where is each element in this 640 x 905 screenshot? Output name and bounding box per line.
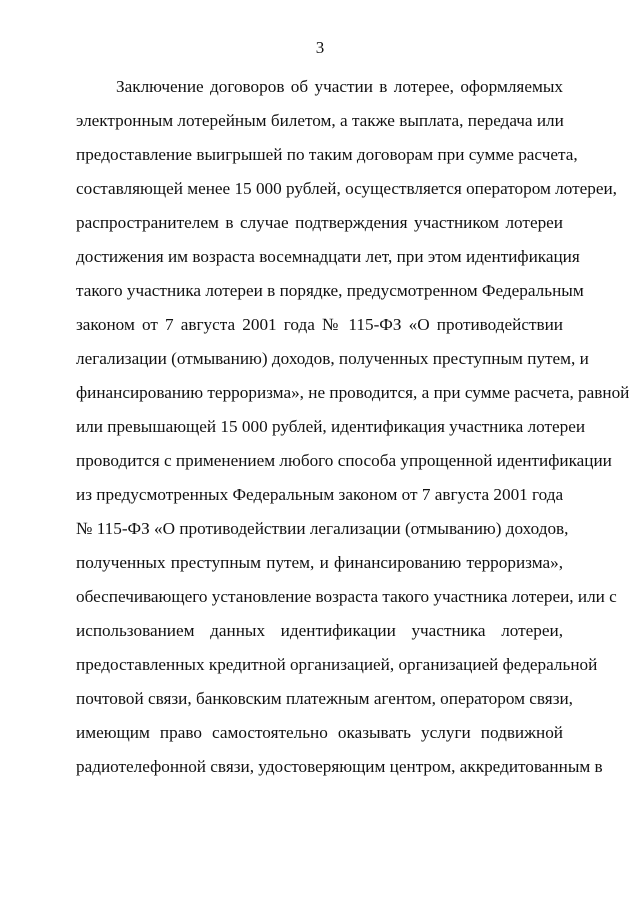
text-line-20: имеющим право самостоятельно оказывать услуги подвижной: [76, 723, 563, 742]
text-line-13: из предусмотренных Федеральным законом от 7 августа 2001 года: [76, 485, 564, 504]
text-line-14: № 115-ФЗ «О противодействии легализации (отмыванию) доходов,: [76, 519, 569, 538]
text-line-10: финансированию терроризма», не проводится, а при сумме расчета, равной: [76, 383, 630, 402]
text-line-4: составляющей менее 15 000 рублей, осуществляется оператором лотереи,: [76, 179, 617, 198]
text-line-17: использованием данных идентификации участника лотереи,: [76, 621, 563, 640]
text-line-2: электронным лотерейным билетом, а также выплата, передача или: [76, 111, 564, 130]
text-line-19: почтовой связи, банковским платежным агентом, оператором связи,: [76, 689, 573, 708]
text-line-11: или превышающей 15 000 рублей, идентификация участника лотереи: [76, 417, 586, 436]
body-paragraph: [76, 70, 630, 784]
text-line-16: обеспечивающего установление возраста такого участника лотереи, или с: [76, 587, 617, 606]
text-line-21: радиотелефонной связи, удостоверяющим центром, аккредитованным в: [76, 757, 603, 776]
text-line-6: достижения им возраста восемнадцати лет, при этом идентификация: [76, 247, 580, 266]
page-number: 3: [315, 38, 325, 57]
text-line-18: предоставленных кредитной организацией, организацией федеральной: [76, 655, 598, 674]
text-line-1: Заключение договоров об участии в лотерее, оформляемых: [116, 77, 563, 96]
text-line-15: полученных преступным путем, и финансированию терроризма»,: [76, 553, 563, 572]
text-line-8: законом от 7 августа 2001 года № 115-ФЗ «О противодействии: [76, 315, 563, 334]
text-line-3: предоставление выигрышей по таким договорам при сумме расчета,: [76, 145, 578, 164]
text-line-9: легализации (отмыванию) доходов, полученных преступным путем, и: [76, 349, 589, 368]
text-line-5: распространителем в случае подтверждения участником лотереи: [76, 213, 563, 232]
text-line-7: такого участника лотереи в порядке, предусмотренном Федеральным: [76, 281, 584, 300]
text-line-12: проводится с применением любого способа упрощенной идентификации: [76, 451, 612, 470]
